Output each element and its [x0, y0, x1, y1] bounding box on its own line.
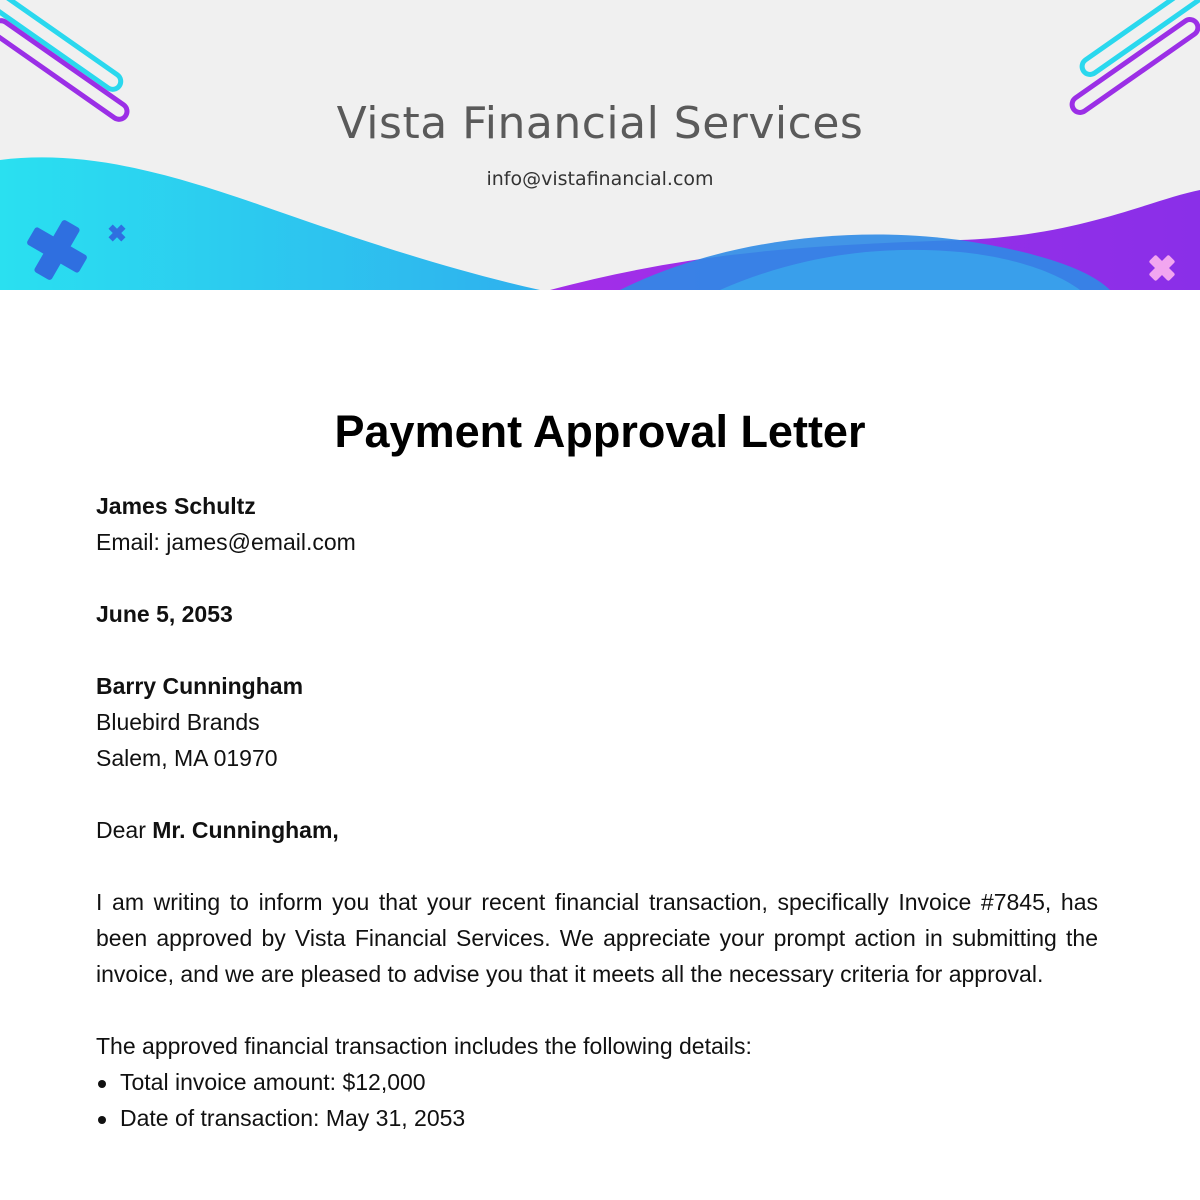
bullet-icon — [98, 1116, 106, 1124]
letter-title: Payment Approval Letter — [334, 406, 866, 457]
list-item — [96, 1100, 1098, 1136]
list-item — [96, 1064, 1098, 1100]
spacer — [96, 560, 1098, 596]
spacer — [96, 992, 1098, 1028]
details-intro: The approved financial transaction includes the following details: — [96, 1033, 752, 1059]
recipient-name: Barry Cunningham — [96, 673, 304, 699]
detail-text: Total invoice amount: $12,000 — [120, 1069, 426, 1095]
detail-text: Date of transaction: May 31, 2053 — [120, 1105, 466, 1131]
letterhead — [0, 0, 1200, 290]
salutation-prefix: Dear — [96, 817, 153, 843]
company-email[interactable]: info@vistafinancial.com — [486, 168, 714, 190]
sender-name: James Schultz — [96, 493, 256, 519]
details-list — [96, 1064, 1098, 1136]
letter-body — [96, 488, 1098, 1136]
salutation — [96, 812, 1098, 848]
recipient-address: Salem, MA 01970 — [96, 745, 278, 771]
company-name: Vista Financial Services — [336, 98, 864, 149]
letter-date: June 5, 2053 — [96, 601, 233, 627]
capsule-stripe — [1079, 0, 1200, 78]
spacer — [96, 848, 1098, 884]
recipient-company: Bluebird Brands — [96, 709, 260, 735]
salutation-name: Mr. Cunningham, — [152, 817, 339, 843]
sender-email[interactable]: Email: james@email.com — [96, 529, 356, 555]
bullet-icon — [98, 1080, 106, 1088]
body-paragraph: I am writing to inform you that your recent financial transaction, specifically Invoice #7845, has been approved by Vista Financial Services. We appreciate your prompt action in submitting the invoice, and we are pleased to advise you that it meets all the necessary criteria for approval. — [96, 889, 1098, 987]
spacer — [96, 776, 1098, 812]
spacer — [96, 632, 1098, 668]
